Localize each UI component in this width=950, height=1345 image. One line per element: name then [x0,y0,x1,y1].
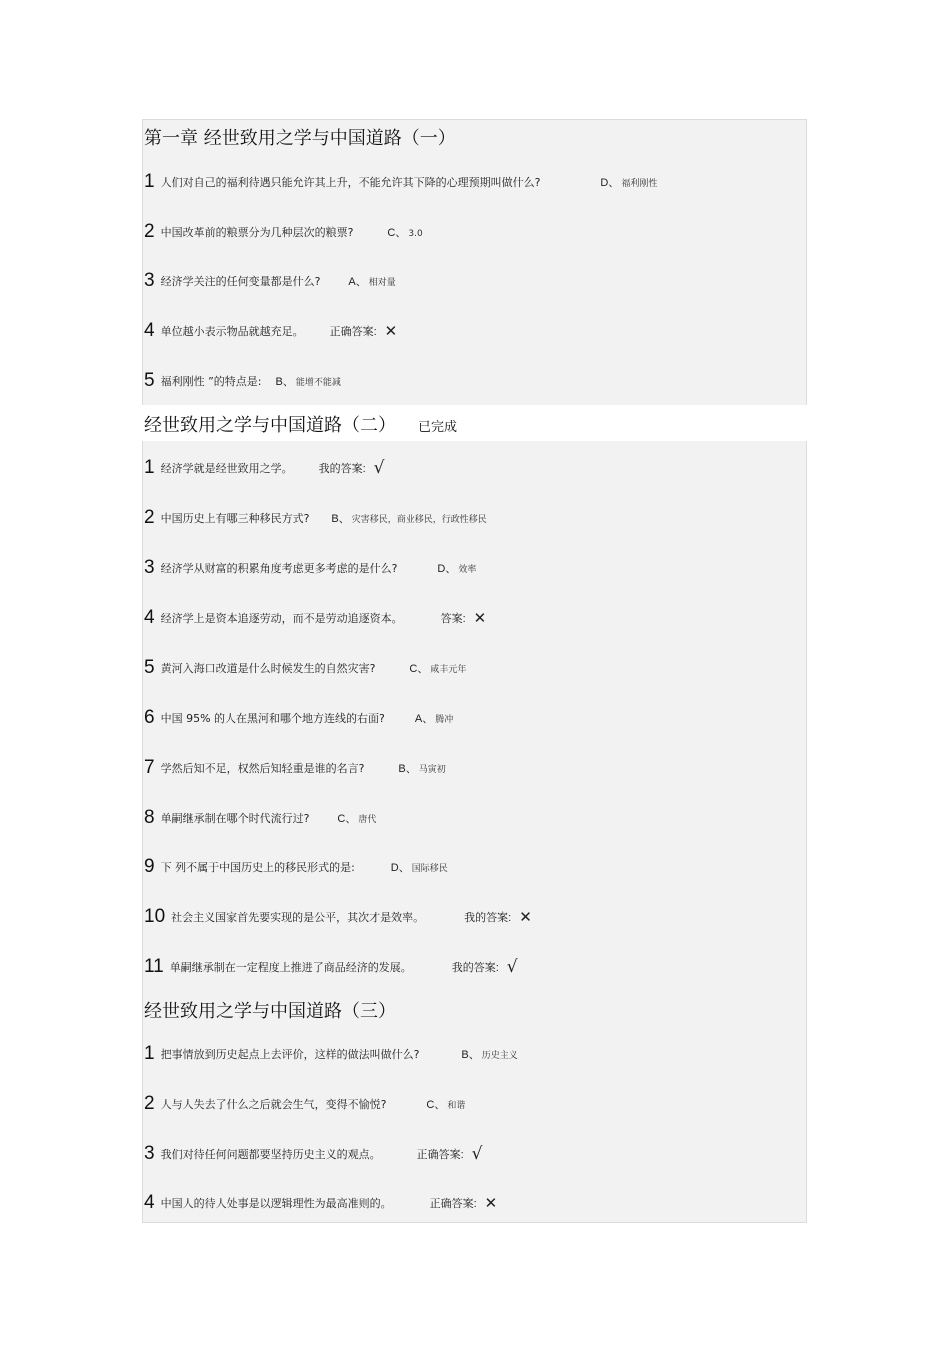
question-text: 社会主义国家首先要实现的是公平，其次才是效率。 [171,911,425,924]
question-text: 黄河入海口改道是什么时候发生的自然灾害? [160,662,376,675]
answer [348,273,395,289]
question-item [144,655,466,681]
answer-text: 效率 [458,565,477,575]
answer [330,323,377,339]
answer-text: 马寅初 [418,765,446,775]
question-item [144,219,423,245]
question-number: 2 [144,1093,155,1114]
section-title-text: 第一章 经世致用之学与中国道路（一） [144,128,456,149]
question-item [144,1190,497,1216]
question-item [144,368,341,394]
answer [275,373,340,389]
answer [464,909,511,925]
answer-label: A、 [414,713,434,725]
question-item [144,605,486,631]
question-item [144,268,396,294]
answer [426,1096,465,1112]
question-item [144,318,397,344]
answer [417,1146,464,1162]
answer-label: 答案: [440,613,466,625]
answer-text: 唐代 [358,815,377,825]
question-number: 4 [144,607,155,628]
question-number: 4 [144,320,155,341]
question-number: 2 [144,507,155,528]
completion-status: 已完成 [418,420,458,435]
question-number: 11 [144,956,164,977]
answer-label: D、 [600,177,620,189]
question-text: 中国历史上有哪三种移民方式? [160,512,310,525]
cross-mark-icon: ✕ [384,322,398,340]
question-text: 福利刚性 ”的特点是: [160,375,262,388]
answer [441,610,466,626]
question-number: 6 [144,707,155,728]
question-text: 经济学关注的任何变量都是什么? [160,275,321,288]
question-item [144,555,476,581]
answer [600,174,657,190]
question-number: 3 [144,270,155,291]
answer-label: 正确答案: [329,326,377,338]
question-number: 9 [144,856,155,877]
section-title-text: 经世致用之学与中国道路（三） [144,1001,396,1022]
question-text: 单位越小表示物品就越充足。 [160,325,304,338]
answer-label: B、 [461,1049,480,1061]
answer [337,810,376,826]
question-item [144,1041,518,1067]
answer-label: 我的答案: [318,463,366,475]
question-text: 中国改革前的粮票分为几种层次的粮票? [160,226,354,239]
answer-label: D、 [437,563,457,575]
answer [409,660,466,676]
answer-text: 国际移民 [411,864,448,874]
answer-text: 相对量 [368,278,396,288]
answer-label: C、 [426,1099,446,1111]
answer-label: 我的答案: [451,962,499,974]
question-item [144,505,487,531]
question-item [144,954,518,980]
answer [319,460,366,476]
answer [331,510,486,526]
question-number: 10 [144,906,166,927]
section-title [144,997,396,1023]
question-number: 1 [144,1043,155,1064]
question-item [144,854,448,880]
answer-label: B、 [331,513,350,525]
question-text: 把事情放到历史起点上去评价，这样的做法叫做什么? [160,1048,420,1061]
question-text: 我们对待任何问题都要坚持历史主义的观点。 [160,1148,381,1161]
question-number: 7 [144,757,155,778]
question-text: 经济学就是经世致用之学。 [160,462,293,475]
question-item [144,705,453,731]
answer [398,760,445,776]
question-item [144,1091,465,1117]
question-item [144,1141,482,1167]
question-item [144,904,532,930]
answer-text: 咸丰元年 [430,665,467,675]
question-item [144,169,657,195]
cross-mark-icon: ✕ [519,908,532,926]
question-number: 5 [144,657,155,678]
section-title [144,411,457,437]
section-title-text: 经世致用之学与中国道路（二） [144,415,396,436]
answer-text: 能增不能减 [295,378,341,388]
answer-label: D、 [390,862,410,874]
answer [430,1195,477,1211]
question-text: 经济学上是资本追逐劳动，而不是劳动追逐资本。 [160,612,403,625]
question-text: 经济学从财富的积累角度考虑更多考虑的是什么? [160,562,398,575]
question-text: 中国人的待人处事是以逻辑理性为最高准则的。 [160,1197,392,1210]
section-title [144,124,456,150]
answer-label: 正确答案: [429,1198,477,1210]
check-mark-icon: √ [471,1144,483,1164]
answer-text: 和谐 [447,1101,466,1111]
answer-label: 我的答案: [464,912,512,924]
answer-label: C、 [387,227,407,239]
answer-text: 灾害移民，商业移民，行政性移民 [351,515,487,525]
question-item [144,755,446,781]
question-number: 3 [144,557,155,578]
question-item [144,455,384,481]
question-number: 2 [144,221,155,242]
question-text: 下 列不属于中国历史上的移民形式的是: [160,861,355,874]
answer-label: B、 [275,376,294,388]
answer-text: 3.0 [408,229,423,239]
question-number: 3 [144,1143,155,1164]
question-item [144,805,376,831]
question-text: 单嗣继承制在一定程度上推进了商品经济的发展。 [169,961,412,974]
answer [461,1046,517,1062]
answer-label: C、 [409,663,429,675]
answer [391,859,448,875]
answer [452,959,499,975]
question-text: 中国 95% 的人在黑河和哪个地方连线的右面? [160,712,385,725]
question-text: 学然后知不足，权然后知轻重是谁的名言? [160,762,365,775]
question-number: 1 [144,171,155,192]
check-mark-icon: √ [373,458,385,478]
answer-text: 腾冲 [435,715,454,725]
answer-text: 历史主义 [481,1051,518,1061]
answer-text: 福利刚性 [621,179,658,189]
question-text: 单嗣继承制在哪个时代流行过? [160,812,310,825]
answer-label: B、 [398,763,417,775]
question-number: 4 [144,1192,155,1213]
answer-label: A、 [348,276,367,288]
question-number: 1 [144,457,155,478]
answer [415,710,453,726]
question-number: 8 [144,807,155,828]
answer [387,224,422,240]
check-mark-icon: √ [506,957,518,977]
cross-mark-icon: ✕ [484,1194,498,1212]
question-text: 人与人失去了什么之后就会生气，变得不愉悦? [160,1098,387,1111]
answer-label: C、 [337,813,357,825]
cross-mark-icon: ✕ [473,609,487,627]
question-text: 人们对自己的福利待遇只能允许其上升，不能允许其下降的心理预期叫做什么? [160,176,541,189]
question-number: 5 [144,370,155,391]
answer [437,560,476,576]
answer-label: 正确答案: [416,1149,464,1161]
